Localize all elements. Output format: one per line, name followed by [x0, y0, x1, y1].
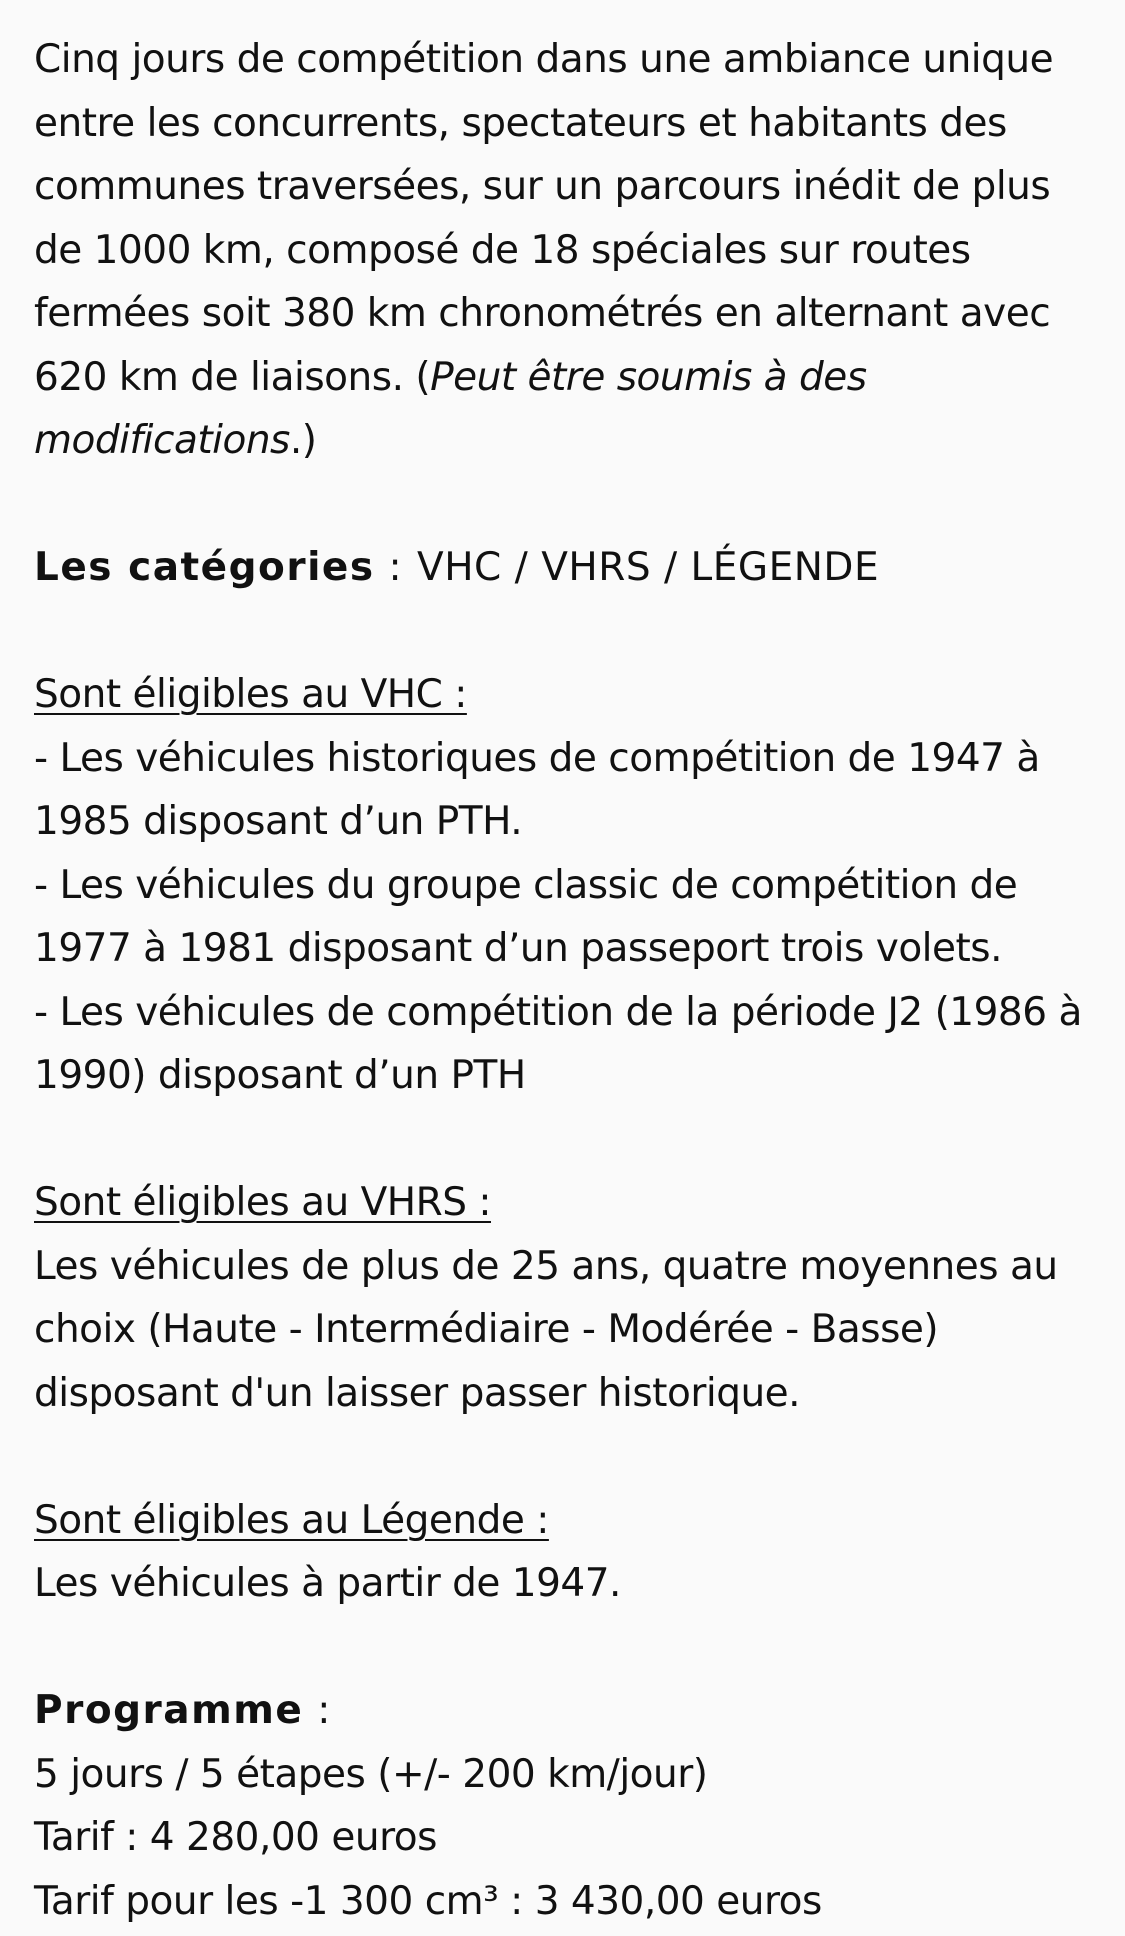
programme-section — [34, 1679, 1104, 1933]
legende-title: Sont éligibles au Légende : — [34, 1497, 549, 1543]
categories-sep: : — [374, 545, 418, 590]
vhrs-section — [34, 1171, 1104, 1425]
programme-line: Tarif : 4 280,00 euros — [34, 1815, 437, 1860]
vhrs-text: Les véhicules de plus de 25 ans, quatre moyennes au choix (Haute - Intermédiaire - Modérée - Basse) disposant d'un laisser passer historique. — [34, 1243, 1058, 1416]
vhc-item: - Les véhicules du groupe classic de compétition de 1977 à 1981 disposant d’un passeport trois volets. — [34, 862, 1018, 971]
programme-heading — [34, 1679, 1104, 1743]
vhc-section — [34, 663, 1104, 1108]
vhc-item: - Les véhicules historiques de compétition de 1947 à 1985 disposant d’un PTH. — [34, 735, 1040, 844]
article-content — [34, 28, 1104, 1933]
categories-label: Les catégories — [34, 545, 375, 590]
intro-close: .) — [289, 418, 317, 463]
intro-text: Cinq jours de compétition dans une ambiance unique entre les concurrents, spectateurs et habitants des communes traversées, sur un parcours inédit de plus de 1000 km, composé de 18 spéciales sur routes fermées soit 380 km chronométrés en alternant avec 620 km de liaisons. ( — [34, 37, 1054, 400]
programme-line: Tarif pour les -1 300 cm³ : 3 430,00 euros — [34, 1878, 822, 1924]
programme-label: Programme — [34, 1688, 304, 1733]
intro-paragraph — [34, 28, 1104, 473]
programme-sep: : — [303, 1688, 332, 1733]
vhc-item: - Les véhicules de compétition de la période J2 (1986 à 1990) disposant d’un PTH — [34, 989, 1082, 1098]
vhrs-title: Sont éligibles au VHRS : — [34, 1180, 491, 1225]
categories-heading — [34, 536, 1104, 600]
categories-values: VHC / VHRS / LÉGENDE — [417, 545, 880, 590]
programme-line: 5 jours / 5 étapes (+/- 200 km/jour) — [34, 1751, 708, 1797]
legende-section — [34, 1489, 1104, 1616]
vhc-title: Sont éligibles au VHC : — [34, 672, 467, 717]
intro-note: Peut être soumis à des modifications — [34, 354, 867, 463]
legende-text: Les véhicules à partir de 1947. — [34, 1561, 621, 1606]
